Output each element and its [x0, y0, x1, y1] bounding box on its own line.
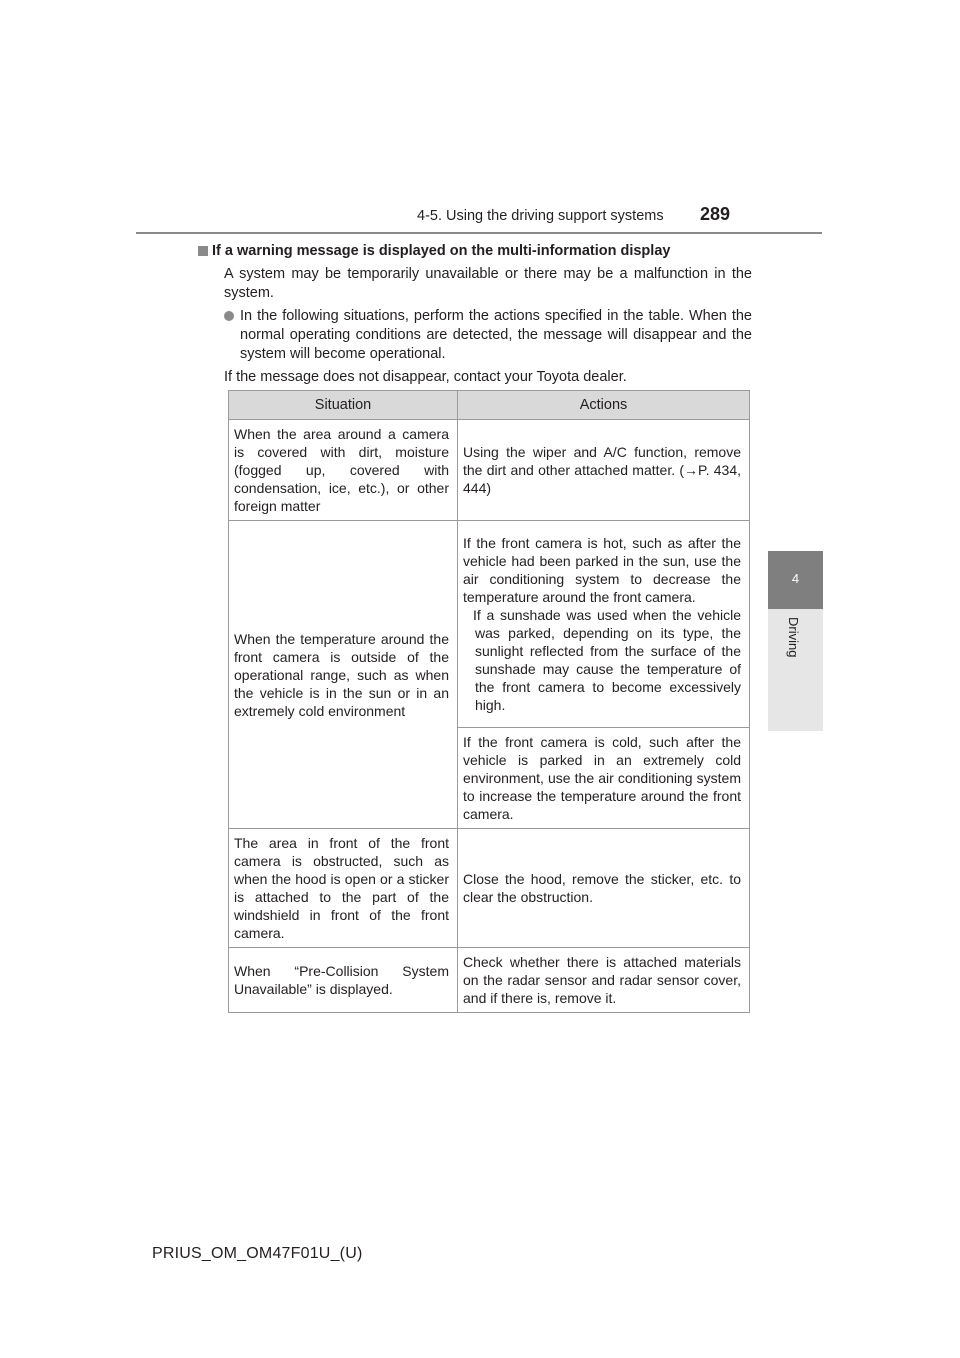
- document-code: PRIUS_OM_OM47F01U_(U): [152, 1245, 363, 1262]
- action-cell: Using the wiper and A/C function, remove the dirt and other attached matter. (→P. 434, 444): [458, 420, 750, 521]
- section-heading: [196, 242, 752, 261]
- table-row: [229, 829, 750, 948]
- header-divider: [136, 232, 822, 234]
- section-heading-text: If a warning message is displayed on the multi-information display: [212, 243, 671, 259]
- intro-paragraph: A system may be temporarily unavailable or there may be a malfunction in the system.: [224, 266, 752, 301]
- table-row: [229, 420, 750, 521]
- action-cell: Check whether there is attached materials on the radar sensor and radar sensor cover, and if there is, remove it.: [458, 948, 750, 1013]
- column-header-situation: Situation: [229, 391, 458, 420]
- action-cell: Close the hood, remove the sticker, etc. to clear the obstruction.: [458, 829, 750, 948]
- square-bullet-icon: [198, 246, 208, 256]
- situation-cell: When “Pre-Collision System Unavailable” is displayed.: [229, 948, 458, 1013]
- chapter-strip: [768, 609, 823, 731]
- warning-actions-table: [228, 390, 750, 1013]
- action-text: If the front camera is hot, such as after the vehicle had been parked in the sun, use the air conditioning system to decrease the temperature around the front camera.: [463, 535, 741, 605]
- bullet-item: [224, 307, 752, 364]
- table-row: [229, 948, 750, 1013]
- circle-bullet-icon: [224, 311, 234, 321]
- bullet-text: In the following situations, perform the actions specified in the table. When the normal operating conditions are detected, the message will disappear and the system will become operational.: [240, 308, 752, 362]
- action-note: If a sunshade was used when the vehicle was parked, depending on its type, the sunlight reflected from the surface of the sunshade may cause the temperature of the front camera to become excessively high.: [473, 607, 741, 713]
- dealer-note: If the message does not disappear, contact your Toyota dealer.: [224, 369, 627, 385]
- table-header-row: [229, 391, 750, 420]
- chapter-label: Driving: [786, 617, 801, 658]
- situation-cell: When the temperature around the front camera is outside of the operational range, such as when the vehicle is in the sun or in an extremely cold environment: [229, 521, 458, 829]
- main-content: [212, 242, 752, 387]
- action-cell: [458, 521, 750, 728]
- page-number: 289: [700, 204, 731, 224]
- situation-cell: The area in front of the front camera is obstructed, such as when the hood is open or a sticker is attached to the part of the windshield in front of the front camera.: [229, 829, 458, 948]
- section-title: 4-5. Using the driving support systems: [417, 208, 664, 224]
- column-header-actions: Actions: [458, 391, 750, 420]
- action-cell: If the front camera is cold, such after the vehicle is parked in an extremely cold environment, use the air conditioning system to increase the temperature around the front camera.: [458, 728, 750, 829]
- chapter-number: 4: [791, 571, 800, 586]
- chapter-tab: [768, 551, 823, 609]
- situation-cell: When the area around a camera is covered with dirt, moisture (fogged up, covered with condensation, ice, etc.), or other foreign matter: [229, 420, 458, 521]
- table-row: [229, 521, 750, 728]
